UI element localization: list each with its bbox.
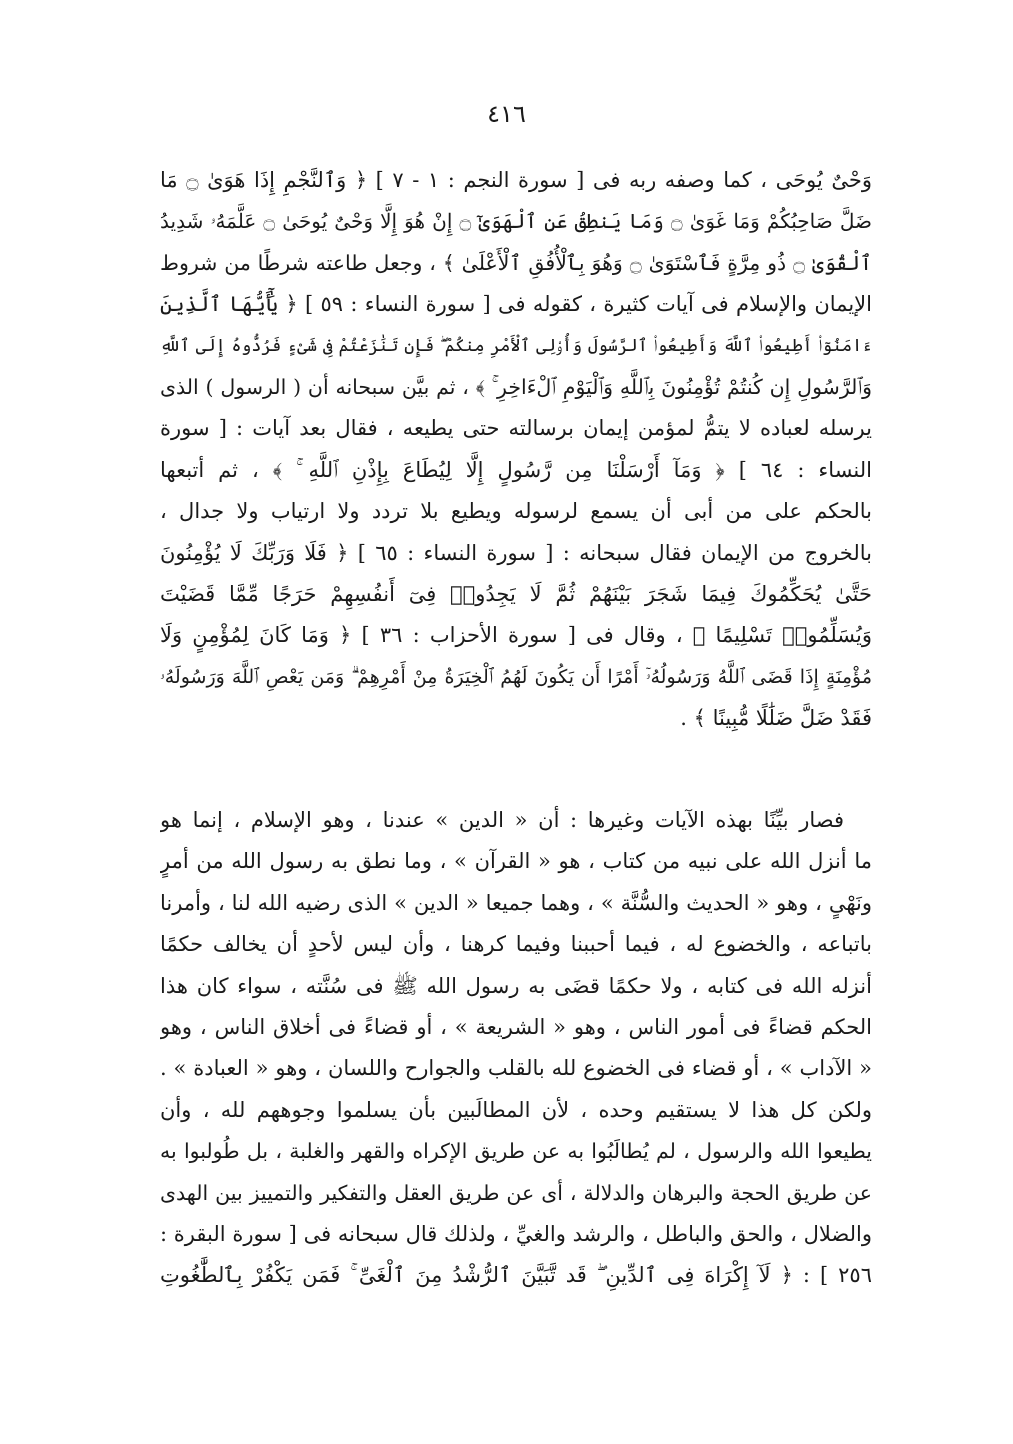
text-line: الإيمان والإسلام فى آيات كثيرة ، كقوله فى [ سورة النساء : ٥٩ ] ﴿ يَٰٓأَيُّهَا ٱلَّذِينَ xyxy=(160,292,872,317)
text-line: بالحكم على من أبى أن يسمع لرسوله ويطيع بلا تردد ولا ارتياب ولا جدال ، xyxy=(160,499,872,524)
text-line: النساء : ٦٤ ] ﴿ وَمَآ أَرْسَلْنَا مِن رَّسُولٍ إِلَّا لِيُطَاعَ بِإِذْنِ ٱللَّهِ ۚ ﴾ ، ثم أتبعها xyxy=(160,457,872,482)
text-line: وَحْىٌ يُوحَى ، كما وصفه ربه فى [ سورة النجم : ١ - ٧ ] ﴿ وَٱلنَّجْمِ إِذَا هَوَىٰ ۝ مَا xyxy=(160,168,872,192)
text-line: وَٱلرَّسُولِ إِن كُنتُمْ تُؤْمِنُونَ بِٱللَّهِ وَٱلْيَوْمِ ٱلْءَاخِرِ ۚ ﴾ ، ثم بيَّن سبحانه أن ( الرسول ) الذى xyxy=(160,374,872,399)
text-line: باتباعه ، والخضوع له ، فيما أحببنا وفيما كرهنا ، وأن ليس لأحدٍ أن يخالف حكمًا xyxy=(160,932,872,957)
text-line: حَتَّىٰ يُحَكِّمُوكَ فِيمَا شَجَرَ بَيْنَهُمْ ثُمَّ لَا يَجِدُوا۟ فِىٓ أَنفُسِهِمْ حَرَجًا مِّمَّا قَضَيْتَ xyxy=(160,581,872,606)
text-line: الحكم قضاءً فى أمور الناس ، وهو « الشريعة » ، أو قضاءً فى أخلاق الناس ، وهو xyxy=(160,1014,872,1039)
paragraph-1 xyxy=(160,160,872,739)
page-number: ٤١٦ xyxy=(487,100,526,128)
text-line: ضَلَّ صَاحِبُكُمْ وَمَا غَوَىٰ ۝ وَمَا يَنطِقُ عَنِ ٱلْهَوَىٰٓ ۝ إِنْ هُوَ إِلَّا وَحْىٌ يُوحَىٰ ۝ عَلَّمَهُۥ شَدِيدُ xyxy=(160,209,872,234)
text-line: وَيُسَلِّمُوا۟ تَسْلِيمًا ﴾ ، وقال فى [ سورة الأحزاب : ٣٦ ] ﴿ وَمَا كَانَ لِمُؤْمِنٍ وَلَا xyxy=(160,623,872,648)
text-line: يطيعوا الله والرسول ، لم يُطالَبُوا به عن طريق الإكراه والقهر والغلبة ، بل طُولبوا به xyxy=(160,1139,872,1164)
text-line: عن طريق الحجة والبرهان والدلالة ، أى عن طريق العقل والتفكير والتمييز بين الهدى xyxy=(160,1180,872,1205)
text-line: ما أنزل الله على نبيه من كتاب ، هو « القرآن » ، وما نطق به رسول الله من أمرٍ xyxy=(160,849,872,874)
text-line: بالخروج من الإيمان فقال سبحانه : [ سورة النساء : ٦٥ ] ﴿ فَلَا وَرَبِّكَ لَا يُؤْمِنُونَ xyxy=(160,540,872,565)
text-line: ءَامَنُوٓا۟ أَطِيعُوا۟ ٱللَّهَ وَأَطِيعُوا۟ ٱلرَّسُولَ وَأُو۟لِى ٱلْأَمْرِ مِنكُمْ ۖ فَإِن تَنَٰزَعْتُمْ فِى شَىْءٍ فَرُدُّوهُ إِلَى ٱللَّهِ xyxy=(160,335,872,356)
text-line: « الآداب » ، أو قضاء فى الخضوع لله بالقلب والجوارح واللسان ، وهو « العبادة » . xyxy=(160,1056,872,1081)
text-line: مُؤْمِنَةٍ إِذَا قَضَى ٱللَّهُ وَرَسُولُهُۥٓ أَمْرًا أَن يَكُونَ لَهُمُ ٱلْخِيَرَةُ مِنْ أَمْرِهِمْ ۗ وَمَن يَعْصِ ٱللَّهَ وَرَسُولَهُۥ xyxy=(160,665,872,688)
text-line: ٱلْقُوَىٰ ۝ ذُو مِرَّةٍ فَٱسْتَوَىٰ ۝ وَهُوَ بِٱلْأُفُقِ ٱلْأَعْلَىٰ ﴾ ، وجعل طاعته شرطًا من شروط xyxy=(160,250,872,275)
paragraph-2 xyxy=(160,800,872,1297)
text-line: ونَهْىٍ ، وهو « الحديث والسُّنَّة » ، وهما جميعا « الدين » الذى رضيه الله لنا ، وأمرنا xyxy=(160,890,872,915)
text-line: فَقَدْ ضَلَّ ضَلَٰلًا مُّبِينًا ﴾ . xyxy=(680,706,872,731)
text-line: ٢٥٦ ] : ﴿ لَآ إِكْرَاهَ فِى ٱلدِّينِ ۖ قَد تَّبَيَّنَ ٱلرُّشْدُ مِنَ ٱلْغَىِّ ۚ فَمَن يَكْفُرْ بِٱلطَّٰغُوتِ xyxy=(160,1263,872,1288)
text-line: ولكن كل هذا لا يستقيم وحده ، لأن المطالَبين بأن يسلموا وجوههم لله ، وأن xyxy=(160,1097,872,1122)
text-line: فصار بيِّنًا بهذه الآيات وغيرها : أن « الدين » عندنا ، وهو الإسلام ، إنما هو xyxy=(160,808,844,832)
text-line: أنزله الله فى كتابه ، ولا حكمًا قضَى به رسول الله ﷺ فى سُنَّته ، سواء كان هذا xyxy=(160,973,872,998)
text-line: يرسله لعباده لا يتمُّ لمؤمن إيمان برسالته حتى يطيعه ، فقال بعد آيات : [ سورة xyxy=(160,416,872,441)
text-line: والضلال ، والحق والباطل ، والرشد والغيِّ ، ولذلك قال سبحانه فى [ سورة البقرة : xyxy=(160,1221,872,1246)
